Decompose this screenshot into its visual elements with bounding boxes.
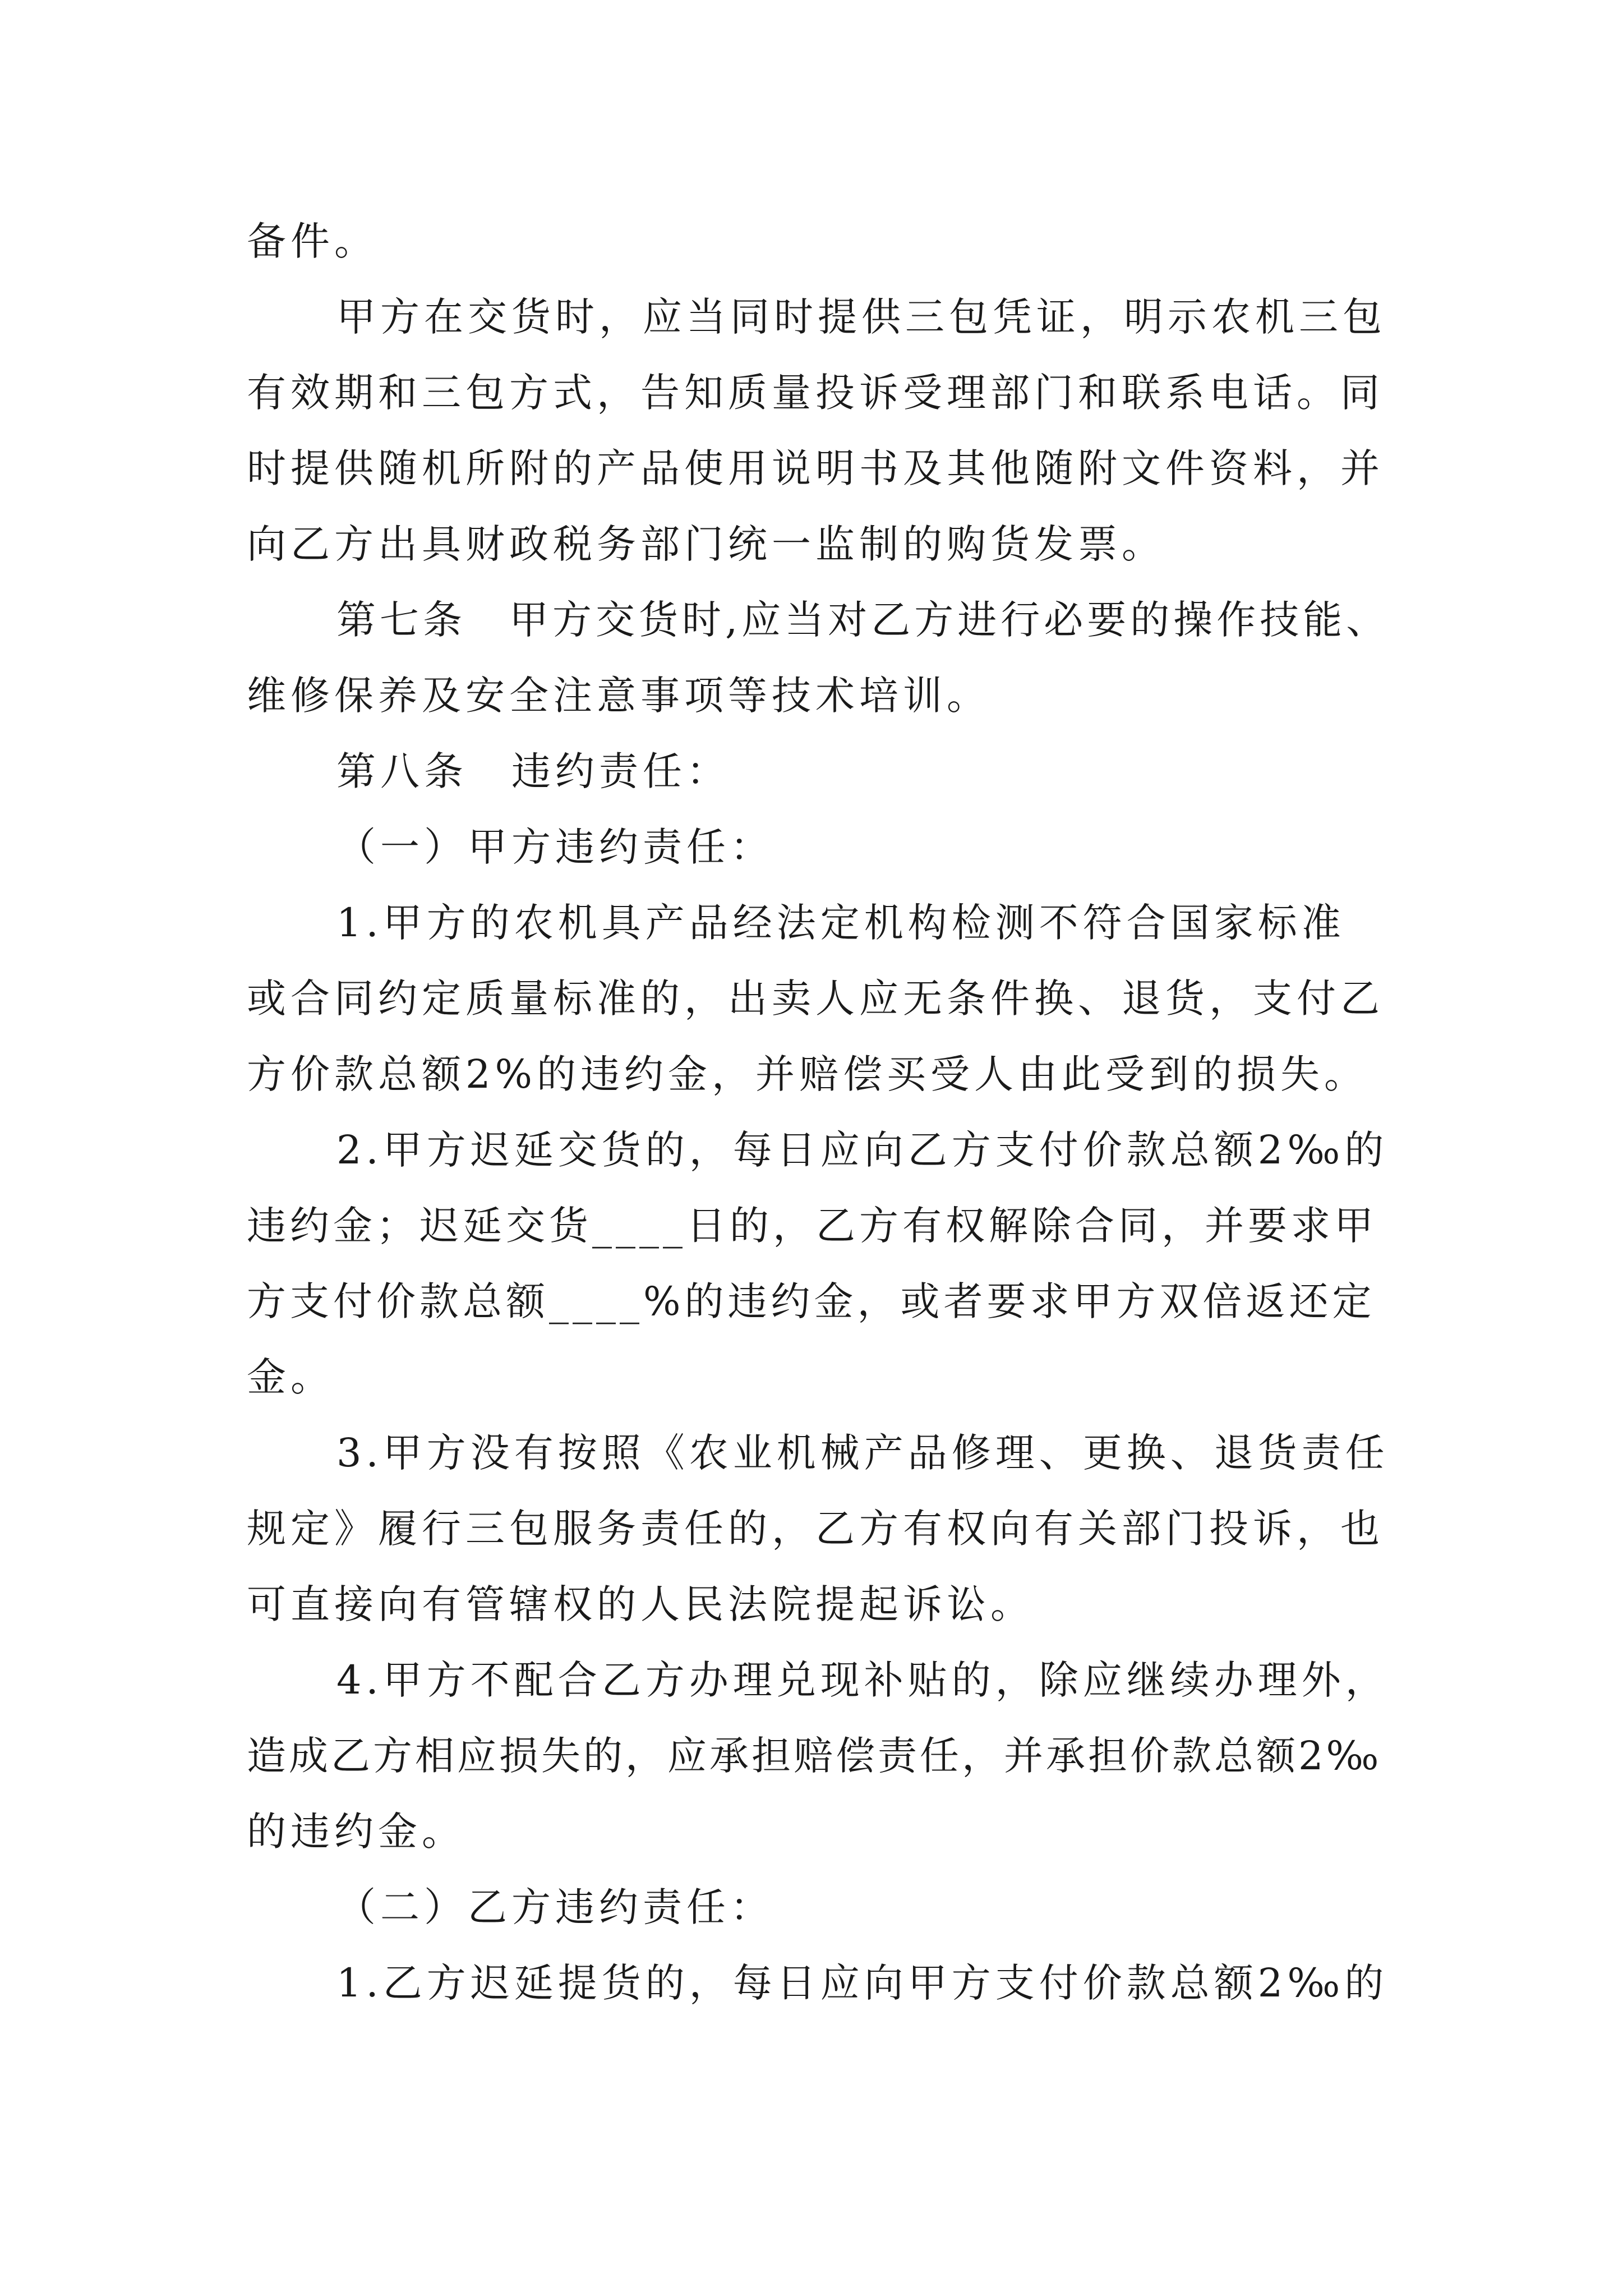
text-line: 方价款总额2%的违约金，并赔偿买受人由此受到的损失。 [247, 1051, 1368, 1097]
text-line: 1.乙方迟延提货的，每日应向甲方支付价款总额2‰的 [336, 1960, 1389, 2006]
text-line: （二）乙方违约责任： [336, 1884, 774, 1930]
text-line: 可直接向有管辖权的人民法院提起诉讼。 [247, 1581, 1034, 1627]
text-line: 3.甲方没有按照《农业机械产品修理、更换、退货责任 [336, 1430, 1389, 1476]
text-line: 方支付价款总额____%的违约金，或者要求甲方双倍返还定 [247, 1278, 1376, 1324]
text-line: 金。 [247, 1354, 334, 1400]
text-line: 向乙方出具财政税务部门统一监制的购货发票。 [247, 521, 1165, 567]
text-line: 备件。 [247, 218, 378, 264]
text-line: 4.甲方不配合乙方办理兑现补贴的，除应继续办理外， [336, 1657, 1389, 1703]
text-line: （一）甲方违约责任： [336, 824, 774, 870]
text-line: 维修保养及安全注意事项等技术培训。 [247, 673, 990, 719]
text-line: 造成乙方相应损失的，应承担赔偿责任，并承担价款总额2‰ [247, 1733, 1382, 1779]
text-line: 第七条 甲方交货时,应当对乙方进行必要的操作技能、 [336, 597, 1390, 643]
text-line: 2.甲方迟延交货的，每日应向乙方支付价款总额2‰的 [336, 1127, 1389, 1173]
text-line: 有效期和三包方式，告知质量投诉受理部门和联系电话。同 [247, 370, 1384, 416]
text-line: 时提供随机所附的产品使用说明书及其他随附文件资料，并 [247, 445, 1384, 491]
text-line: 规定》履行三包服务责任的，乙方有权向有关部门投诉，也 [247, 1506, 1384, 1552]
text-line: 甲方在交货时，应当同时提供三包凭证，明示农机三包 [336, 294, 1386, 340]
text-line: 第八条 违约责任： [336, 748, 730, 794]
text-line: 或合同约定质量标准的，出卖人应无条件换、退货，支付乙 [247, 976, 1384, 1022]
text-line: 违约金；迟延交货____日的，乙方有权解除合同，并要求甲 [247, 1203, 1377, 1249]
text-line: 1.甲方的农机具产品经法定机构检测不符合国家标准 [336, 900, 1345, 946]
text-line: 的违约金。 [247, 1809, 465, 1855]
